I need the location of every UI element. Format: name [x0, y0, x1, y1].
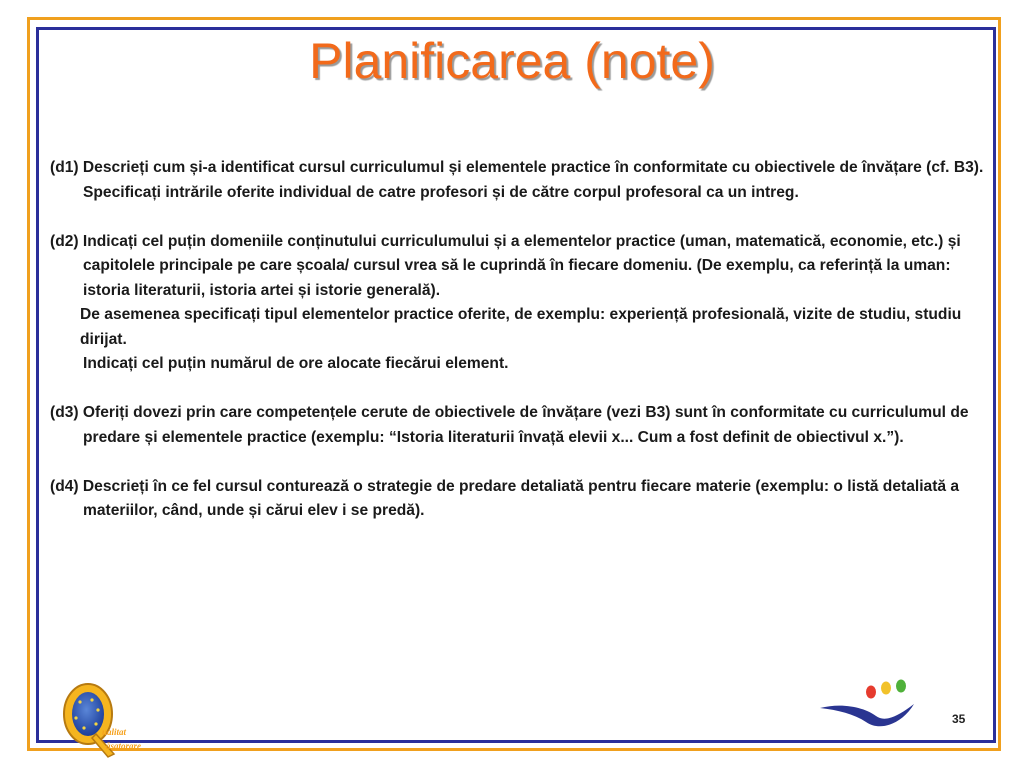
eu-program-logo [818, 678, 918, 732]
paragraph-d3: (d3) Oferiți dovezi prin care competențele cerute de obiectivele de învățare (vezi B3) sunt în conformitate cu curriculumul de predare și elementele practice (exemplu: “Istoria literaturii învață elevii x... Cum a fost definit de obiectivul x.”). [50, 404, 969, 446]
paragraph-d4: (d4) Descrieți în ce fel cursul conturează o strategie de predare detaliată pentru fiecare materie (exemplu: o listă detaliată a materiilor, când, unde și cărui elev i se predă). [50, 477, 960, 519]
paragraph-d2: (d2) Indicați cel puțin domeniile conținutului curriculumului și a elementelor practice (uman, matematică, economie, etc.) și capitolele principale pe care școala/ cursul vrea să le cuprindă în fiecare domeniu. (De exemplu, ca referință la uman: istoria literaturii, istoria artei și istorie generală). [50, 232, 961, 299]
paragraph-d1: (d1) Descrieți cum și-a identificat cursul curriculumul și elementele practice în conformitate cu obiectivele de învățare (cf. B3). Specificați intrările oferite individual de catre profesori și de către corpul profesoral ca un intreg. [50, 159, 984, 201]
svg-text:ualitat: ualitat [102, 727, 127, 737]
paragraph-d2-practice: De asemenea specificați tipul elementelor practice oferite, de exemplu: experiență profesională, vizite de studiu, studiu dirijat. [80, 306, 962, 348]
quality-q-logo [56, 678, 144, 760]
slide-title: Planificarea (note) [309, 33, 715, 89]
svg-text:ăsatorare: ăsatorare [106, 741, 142, 751]
page-number: 35 [952, 712, 966, 726]
paragraph-d2-hours: Indicați cel puțin numărul de ore alocate fiecărui element. [83, 355, 509, 372]
slide-body [50, 156, 1000, 524]
